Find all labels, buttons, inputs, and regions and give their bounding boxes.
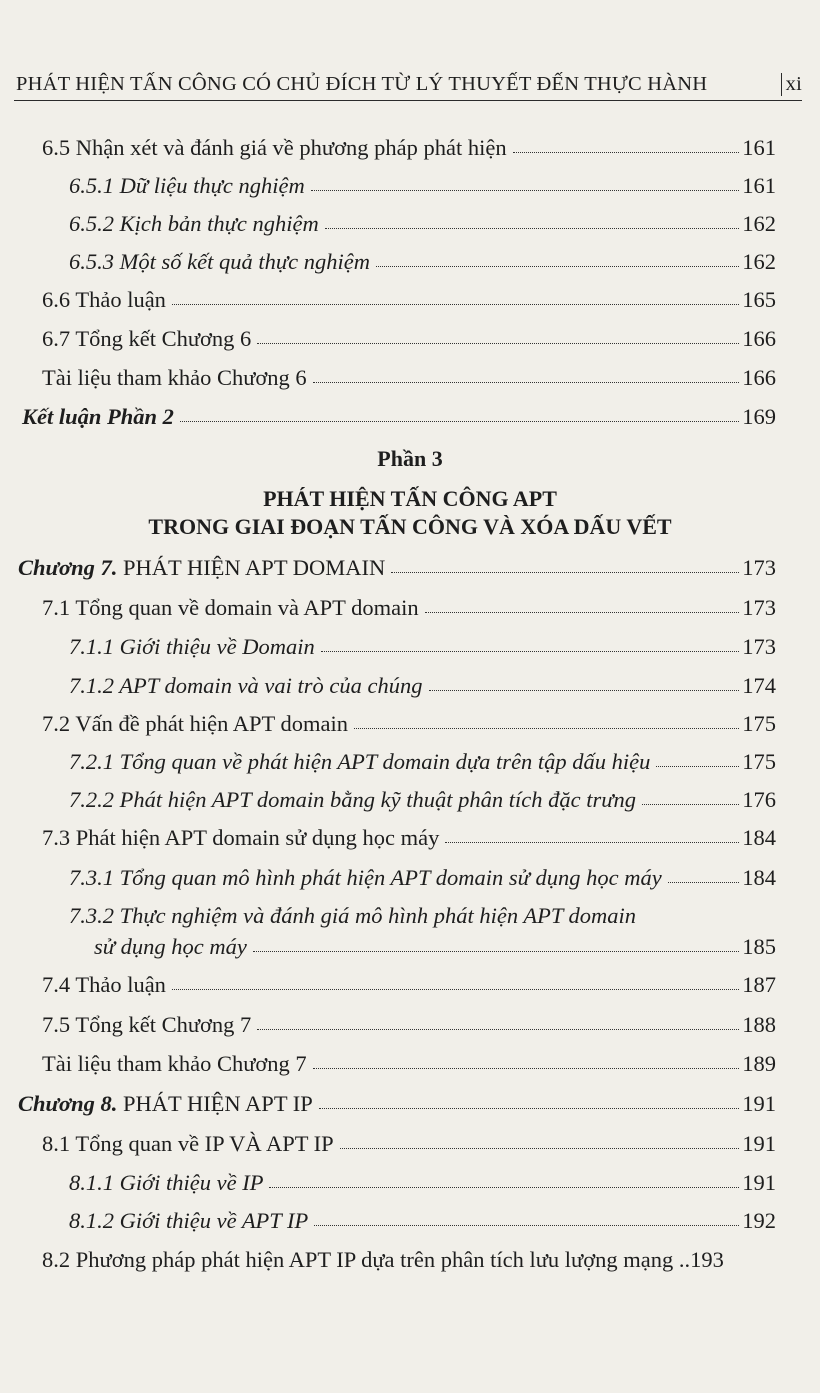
toc-entry-page: 165 [742, 287, 776, 312]
toc-leader-dots [445, 842, 739, 843]
toc-entry-label: 7.2 Vấn đề phát hiện APT domain [42, 711, 349, 736]
toc-entry-label: Kết luận Phần 2 [22, 404, 174, 429]
toc-entry-label: Tài liệu tham khảo Chương 7 [42, 1051, 307, 1076]
toc-entry [42, 284, 776, 316]
toc-entry-page: 166 [742, 365, 776, 390]
toc-entry-page: 162 [742, 249, 776, 274]
toc-entry [42, 132, 776, 164]
toc-entry [42, 1009, 776, 1041]
toc-entry-page: 185 [742, 934, 776, 959]
toc-entry [22, 401, 776, 433]
toc-leader-dots [311, 190, 739, 191]
toc-entry [69, 670, 776, 702]
toc-entry [42, 1048, 776, 1080]
toc-entry [18, 552, 776, 584]
toc-entry [69, 631, 776, 663]
toc-entry-label: 7.1.1 Giới thiệu về Domain [69, 634, 315, 659]
toc-entry-page: 161 [742, 173, 776, 198]
toc-entry-page: 184 [742, 825, 776, 850]
toc-entry-page: 173 [742, 555, 776, 580]
toc-leader-dots [354, 728, 739, 729]
toc-entry [69, 246, 776, 278]
part-title-line-1: PHÁT HIỆN TẤN CÔNG APT [263, 486, 557, 511]
toc-entry [42, 969, 776, 1001]
toc-leader-dots [325, 228, 740, 229]
toc-entry [69, 784, 776, 816]
toc-entry-page: 166 [742, 326, 776, 351]
toc-entry-page: 188 [742, 1012, 776, 1037]
toc-entry-label: 6.5.1 Dữ liệu thực nghiệm [69, 173, 305, 198]
toc-entry-page: 175 [742, 749, 776, 774]
toc-entry-page: 161 [742, 135, 776, 160]
chapter-title: PHÁT HIỆN APT DOMAIN [117, 555, 386, 580]
toc-entry-label: 6.5.2 Kịch bản thực nghiệm [69, 211, 319, 236]
part-number: Phần 3 [377, 446, 443, 471]
toc-leader-dots [257, 1029, 739, 1030]
toc-entry-label: 7.2.1 Tổng quan về phát hiện APT domain dựa trên tập dấu hiệu [69, 749, 651, 774]
toc-entry-page: 174 [742, 673, 776, 698]
toc-entry-label: 7.3 Phát hiện APT domain sử dụng học máy [42, 825, 440, 850]
toc-leader-dots [180, 421, 739, 422]
toc-entry-label: 6.7 Tổng kết Chương 6 [42, 326, 252, 351]
toc-leader-dots [340, 1148, 740, 1149]
toc-leader-dots [425, 612, 740, 613]
chapter-prefix: Chương 8. [18, 1091, 118, 1116]
toc-leader-dots [321, 651, 740, 652]
toc-entry [42, 592, 776, 624]
toc-entry-label [18, 1088, 313, 1120]
toc-entry-label: 7.4 Thảo luận [42, 972, 166, 997]
toc-entry [42, 1128, 776, 1160]
toc-entry-label: 7.5 Tổng kết Chương 7 [42, 1012, 252, 1037]
toc-entry-label [18, 552, 385, 584]
toc-entry-page: 192 [742, 1208, 776, 1233]
toc-entry-page: 191 [742, 1170, 776, 1195]
toc-entry-label: 6.6 Thảo luận [42, 287, 166, 312]
toc-entry [42, 323, 776, 355]
toc-entry-page: 193 [690, 1247, 724, 1272]
toc-leader-dots [172, 304, 739, 305]
toc-leader-dots [253, 951, 739, 952]
chapter-title: PHÁT HIỆN APT IP [117, 1091, 313, 1116]
toc-entry [42, 822, 776, 854]
toc-entry [69, 208, 776, 240]
toc-entry [69, 1205, 776, 1237]
toc-leader-dots [257, 343, 739, 344]
toc-entry-label: 7.1 Tổng quan về domain và APT domain [42, 595, 419, 620]
toc-leader-dots [319, 1108, 739, 1109]
toc-leader-dots [642, 804, 739, 805]
toc-leader-dots [376, 266, 739, 267]
toc-entry-label: 6.5 Nhận xét và đánh giá về phương pháp phát hiện [42, 135, 507, 160]
toc-entry [42, 1244, 776, 1276]
toc-entry [42, 708, 776, 740]
toc-entry-label: sử dụng học máy [94, 934, 247, 959]
toc-entry-page: 191 [742, 1131, 776, 1156]
toc-entry-page: 189 [742, 1051, 776, 1076]
page-number: xi [781, 73, 802, 96]
toc-entry-label: 8.2 Phương pháp phát hiện APT IP dựa trên phân tích lưu lượng mạng .. [42, 1247, 691, 1272]
toc-leader-dots [668, 882, 740, 883]
toc-entry-page: 173 [742, 595, 776, 620]
toc-leader-dots [314, 1225, 739, 1226]
toc-entry-label: 8.1.2 Giới thiệu về APT IP [69, 1208, 309, 1233]
toc-entry-label: 8.1 Tổng quan về IP VÀ APT IP [42, 1131, 334, 1156]
toc-leader-dots [313, 1068, 740, 1069]
toc-entry-label: 7.2.2 Phát hiện APT domain bằng kỹ thuật phân tích đặc trưng [69, 787, 637, 812]
toc-leader-dots [429, 690, 740, 691]
toc-entry [94, 931, 776, 963]
toc-entry [18, 1088, 776, 1120]
toc-entry-page: 162 [742, 211, 776, 236]
toc-entry [69, 170, 776, 202]
toc-leader-dots [513, 152, 740, 153]
toc-entry [42, 362, 776, 394]
toc-entry-page: 187 [742, 972, 776, 997]
toc-entry-page: 173 [742, 634, 776, 659]
toc-entry-label: 6.5.3 Một số kết quả thực nghiệm [69, 249, 370, 274]
toc-entry-page: 175 [742, 711, 776, 736]
toc-leader-dots [313, 382, 740, 383]
toc-entry [69, 746, 776, 778]
toc-entry-page: 176 [742, 787, 776, 812]
toc-leader-dots [172, 989, 739, 990]
part-title-line-2: TRONG GIAI ĐOẠN TẤN CÔNG VÀ XÓA DẤU VẾT [148, 514, 672, 539]
toc-entry-label: Tài liệu tham khảo Chương 6 [42, 365, 307, 390]
toc-entry-label: 7.3.2 Thực nghiệm và đánh giá mô hình phát hiện APT domain [69, 903, 637, 928]
toc-entry [69, 900, 776, 932]
running-header-title: PHÁT HIỆN TẤN CÔNG CÓ CHỦ ĐÍCH TỪ LÝ THUYẾT ĐẾN THỰC HÀNH [16, 73, 708, 95]
toc-leader-dots [656, 766, 739, 767]
toc-entry-page: 191 [742, 1091, 776, 1116]
toc-entry [69, 862, 776, 894]
chapter-prefix: Chương 7. [18, 555, 118, 580]
toc-entry-label: 8.1.1 Giới thiệu về IP [69, 1170, 264, 1195]
toc-entry-page: 169 [742, 404, 776, 429]
toc-leader-dots [391, 572, 739, 573]
toc-entry-page: 184 [742, 865, 776, 890]
toc-entry [69, 1167, 776, 1199]
toc-entry-label: 7.1.2 APT domain và vai trò của chúng [69, 673, 423, 698]
toc-entry-label: 7.3.1 Tổng quan mô hình phát hiện APT domain sử dụng học máy [69, 865, 662, 890]
toc-leader-dots [269, 1187, 739, 1188]
